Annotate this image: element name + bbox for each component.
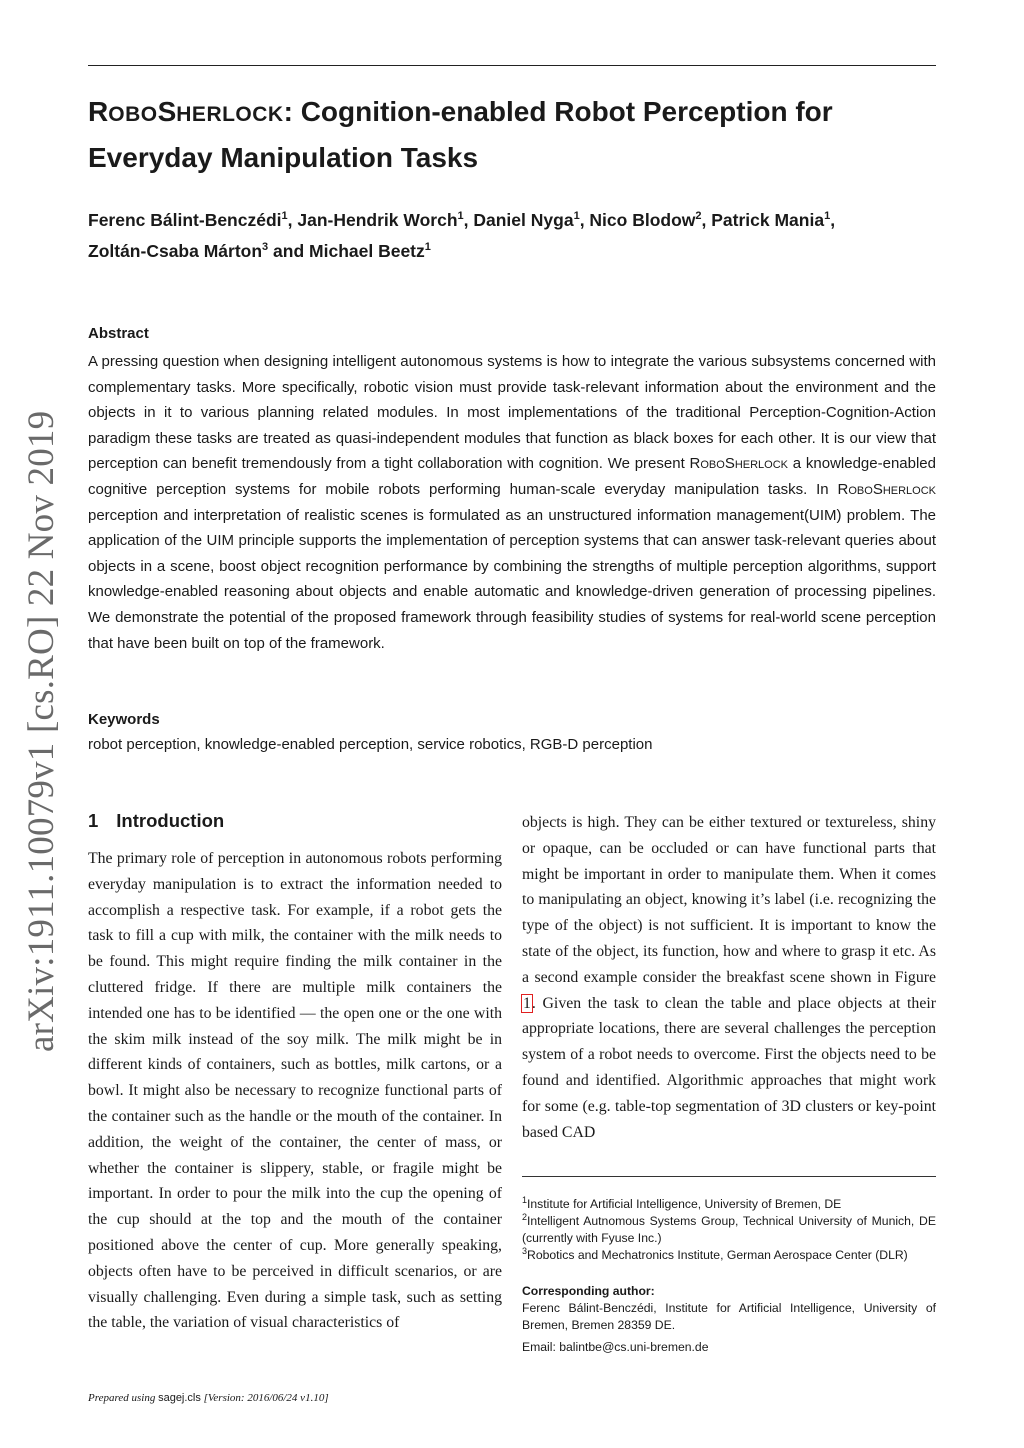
affiliation-mark: 1 bbox=[824, 210, 831, 223]
affiliation-mark: 1 bbox=[281, 210, 288, 223]
page-footer: Prepared using sagej.cls [Version: 2016/06/24 v1.10] bbox=[88, 1392, 329, 1404]
abstract-heading: Abstract bbox=[88, 325, 149, 342]
title-robo-rest: OBO bbox=[108, 103, 158, 126]
section-title: Introduction bbox=[116, 810, 225, 831]
footnote: $^1$Institute for Artificial Intelligence, University of Bremen, DE bbox=[522, 1194, 842, 1211]
author: Ferenc Bálint-Benczédi$^1$, bbox=[88, 210, 298, 230]
author: Michael Beetz$^1$ bbox=[309, 241, 431, 261]
affiliation-mark: 3 bbox=[262, 241, 269, 254]
author: Zoltán-Csaba Márton$^3$ and bbox=[88, 241, 310, 261]
corresponding-heading: Corresponding author: bbox=[522, 1284, 655, 1298]
title-line2: Everyday Manipulation Tasks bbox=[88, 142, 479, 173]
top-rule bbox=[88, 65, 936, 66]
affiliation-mark: 1 bbox=[424, 241, 431, 254]
footnote-rule bbox=[522, 1176, 936, 1177]
section-number: 1 bbox=[88, 810, 99, 831]
title-sherlock-rest: HERLOCK bbox=[176, 103, 284, 126]
keywords-heading: Keywords bbox=[88, 711, 160, 728]
footnote: $^2$Intelligent Autnomous Systems Group, Technical University of Munich, DE (currently with Fyuse Inc.) bbox=[522, 1211, 936, 1245]
affiliations bbox=[522, 1196, 936, 1264]
affiliation-mark: 1 bbox=[457, 210, 464, 223]
affiliation-mark: 2 bbox=[695, 210, 702, 223]
corresponding-text: Ferenc Bálint-Benczédi, Institute for Artificial Intelligence, University of Bremen, Bremen 28359 DE. bbox=[522, 1301, 936, 1332]
system-name: RoboSherlock bbox=[689, 455, 788, 473]
paper-title bbox=[88, 90, 936, 179]
intro-right-column: objects is high. They can be either textured or textureless, shiny or opaque, can be occluded or can have functional parts that might be important in order to manipulate them. When it comes to manipulating an object, knowing it’s label (i.e. recognizing the type of the object) is not sufficient. It is important to know the state of the object, its function, how and where to grasp it etc. As a second example consider the breakfast scene shown in Figure 1. Given the task to clean the table and place objects at their appropriate locations, there are several challenges the perception system of a robot needs to overcome. First the objects need to be found and identified. Algorithmic approaches that might work for some (e.g. table-top segmentation of 3D clusters or key-point based CAD bbox=[522, 814, 936, 1141]
email-link[interactable]: Email: balintbe@cs.uni-bremen.de bbox=[522, 1340, 709, 1354]
section-heading bbox=[88, 810, 224, 832]
affiliation-mark: 1 bbox=[573, 210, 580, 223]
system-name: RoboSherlock bbox=[837, 480, 936, 498]
intro-left-column: The primary role of perception in autonomous robots performing everyday manipulation is to extract the information needed to accomplish a respective task. For example, if a robot gets the task to fill a cup with milk, the container with the milk needs to be found. This might require finding the milk container in the cluttered fridge. If there are multiple milk containers the intended one has to be identified — the open one or the one with the skim milk instead of the soy milk. The milk might be in different kinds of containers, such as bottles, milk cartons, or a bowl. It might also be necessary to recognize functional parts of the container such as the handle or the mouth of the container. In addition, the weight of the container, the center of mass, or whether the container is slippery, stable, or fragile might be important. In order to pour the milk into the cup the opening of the cup should at the top and the mouth of the container positioned above the center of cup. More generally speaking, objects often have to be perceived in difficult scenarios, or are visually challenging. Even during a simple task, such as setting the table, the variation of visual characteristics of bbox=[88, 850, 502, 1332]
title-robo-initial: R bbox=[88, 96, 109, 127]
arxiv-stamp: arXiv:1911.10079v1 [cs.RO] 22 Nov 2019 bbox=[21, 410, 62, 1052]
figure-link[interactable]: 1 bbox=[523, 994, 531, 1012]
footnote: $^3$Robotics and Mechatronics Institute, German Aerospace Center (DLR) bbox=[522, 1245, 908, 1262]
author: Daniel Nyga$^1$, bbox=[473, 210, 590, 230]
title-sherlock-initial: S bbox=[157, 96, 177, 127]
author: Nico Blodow$^2$, bbox=[589, 210, 712, 230]
author: Patrick Mania$^1$, bbox=[711, 210, 836, 230]
title-line1: : Cognition-enabled Robot Perception for bbox=[283, 96, 833, 127]
abstract-text: A pressing question when designing intelligent autonomous systems is how to integrate the various subsystems concerned with complementary tasks. More specifically, robotic vision must provide task-relevant information about the environment and the objects in it to various planning related modules. In most implementations of the traditional Perception-Cognition-Action paradigm these tasks are treated as quasi-independent modules that function as black boxes for each other. It is our view that perception can benefit tremendously from a tight collaboration with cognition. We present RoboSherlock a knowledge-enabled cognitive perception systems for mobile robots performing human-scale everyday manipulation tasks. In RoboSherlock perception and interpretation of realistic scenes is formulated as an unstructured information management(UIM) problem. The application of the UIM principle supports the implementation of perception systems that can answer task-relevant queries about objects in a scene, boost object recognition performance by combining the strengths of multiple perception algorithms, support knowledge-enabled reasoning about objects and enable automatic and knowledge-driven generation of processing pipelines. We demonstrate the potential of the proposed framework through feasibility studies of systems for real-world scene perception that have been built on top of the framework. bbox=[88, 353, 936, 652]
keywords-text: robot perception, knowledge-enabled perception, service robotics, RGB-D perception bbox=[88, 736, 653, 753]
author: Jan-Hendrik Worch$^1$, bbox=[297, 210, 474, 230]
author-list bbox=[88, 205, 948, 267]
